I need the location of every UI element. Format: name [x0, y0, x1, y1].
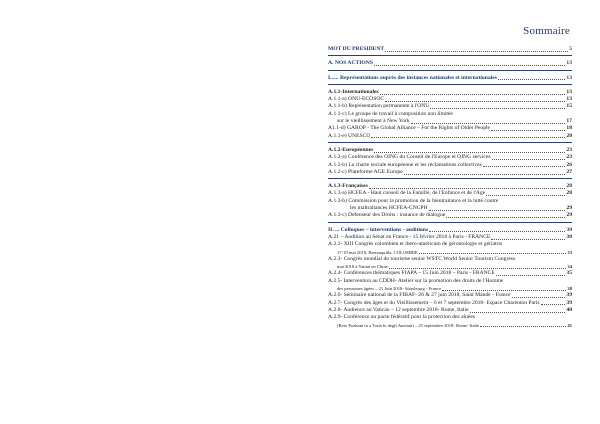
- toc-entry-title: A.2.2- XIII Congrès colombien et ibero-américain de gérontologie et gériatrie: [328, 241, 503, 248]
- toc-entry[interactable]: [328, 169, 572, 176]
- toc-entry-title: A.1.3-b) Commission pour la promotion de la bientraitance et la lutte contre: [328, 197, 499, 204]
- toc-entry[interactable]: [328, 205, 572, 212]
- toc-page-number: 5: [569, 46, 572, 52]
- dot-leader: [470, 312, 566, 313]
- dot-leader: [374, 65, 565, 66]
- toc-entry-title: des personnes âgées – 21 Juin 2018- Strasbourg - France: [337, 286, 442, 292]
- toc-entry[interactable]: [328, 292, 572, 299]
- toc-entry[interactable]: [328, 241, 572, 248]
- toc-entry[interactable]: [328, 227, 572, 234]
- toc-page-number: 18: [566, 125, 572, 132]
- toc-page-number: 13: [566, 60, 572, 67]
- toc-page-number: 30: [566, 233, 572, 240]
- toc-page-number: 17: [566, 118, 572, 125]
- toc-entry[interactable]: [328, 190, 572, 197]
- toc-entry[interactable]: [328, 234, 572, 241]
- toc-entry[interactable]: [328, 46, 572, 53]
- dot-leader: [486, 195, 565, 196]
- toc-entry-title: A.2.4- Conférences thématiques FIAPA – 15 Juin 2018 – Paris - FRANCE: [328, 270, 495, 277]
- toc-entry-title: sur le vieillissement à New York: [337, 118, 410, 125]
- toc-entry-title: A.1.3-a) HCFEA - Haut conseil de la Famille, de l'Enfance et de l'Age: [328, 190, 486, 197]
- section-divider: [328, 84, 572, 85]
- toc-entry-title: A.21 – Audition au Sénat en France - 15 février 2018 à Paris - FRANCE: [328, 233, 491, 240]
- toc-entry[interactable]: [328, 103, 572, 110]
- toc-page-number: 41: [567, 322, 572, 328]
- dot-leader: [411, 123, 566, 124]
- toc-page-number: 26: [566, 161, 572, 168]
- toc-page-number: 13: [566, 96, 572, 103]
- toc-page-number: 35: [566, 270, 572, 277]
- toc-entry-title: A.1.1-c) Le groupe de travail à composition non limitée: [328, 110, 453, 117]
- toc-entry[interactable]: [328, 89, 572, 96]
- toc-entry[interactable]: [328, 212, 572, 219]
- toc-page-number: 29: [566, 212, 572, 219]
- toc-entry-title: A. NOS ACTIONS: [328, 60, 373, 67]
- dot-leader: [498, 79, 566, 80]
- toc-entry-title: A.2.8- Audience au Vatican – 12 septembre 2018- Rome, Italie: [328, 306, 469, 313]
- section-divider: [328, 70, 572, 71]
- toc-entry[interactable]: [328, 270, 572, 277]
- toc-page-number: 39: [566, 292, 572, 299]
- page-title: Sommaire: [523, 25, 570, 37]
- toc-entry-title: A.1.1-e) UNESCO: [328, 132, 371, 139]
- toc-entry[interactable]: [328, 183, 572, 190]
- toc-entry-title: A.1.1-a) ONU-ECOSOC: [328, 96, 385, 103]
- dot-leader: [496, 275, 566, 276]
- toc-entry[interactable]: [328, 75, 572, 82]
- toc-entry[interactable]: [328, 125, 572, 132]
- toc-page-number: 13: [566, 88, 572, 95]
- dot-leader: [512, 297, 566, 298]
- toc-entry[interactable]: [328, 314, 572, 321]
- toc-entry-title: A.1.2-b) La charte sociale européenne et les réclamations collectives: [328, 161, 482, 168]
- section-divider: [328, 178, 572, 179]
- toc-entry-title: A.1.3-Françaises: [328, 183, 368, 190]
- dot-leader: [491, 130, 565, 131]
- dot-leader: [480, 326, 566, 327]
- toc-entry-title: A.1.2-c) Plateforme AGE Europe: [328, 168, 403, 175]
- toc-entry[interactable]: [328, 198, 572, 205]
- toc-entry[interactable]: [328, 307, 572, 314]
- dot-leader: [541, 304, 566, 305]
- toc-entry[interactable]: [328, 60, 572, 67]
- toc-entry-title: A.1.1-Internationales: [328, 88, 379, 95]
- toc-page-number: 33: [567, 249, 572, 255]
- section-divider: [328, 222, 572, 223]
- toc-entry-title: A.2.6- Séminaire national de la FIBAF- 26 & 27 juin 2018, Saint Mandé - France: [328, 292, 511, 299]
- toc-entry-title: A1.1-d) GAROP - The Global Alliance – For the Rights of Older People: [328, 125, 491, 132]
- toc-page-number: 39: [566, 299, 572, 306]
- toc-page-number: 23: [566, 146, 572, 153]
- dot-leader: [404, 174, 566, 175]
- dot-leader: [442, 290, 566, 291]
- toc-page-number: 28: [566, 183, 572, 190]
- toc-entry-title: (Beto Pozkam in a Torta lo degli Anziani) – 25 septembre 2018- Rome- Italie: [337, 322, 480, 328]
- toc-page-number: 15: [566, 103, 572, 110]
- toc-entry[interactable]: [328, 133, 572, 140]
- toc-page-number: 13: [566, 74, 572, 81]
- toc-entry[interactable]: [328, 300, 572, 307]
- dot-leader: [429, 210, 566, 211]
- toc-page-number: 40: [566, 306, 572, 313]
- toc-page-number: 38: [567, 286, 572, 292]
- toc-page-number: 28: [566, 190, 572, 197]
- toc-entry-title: A.2.3- Congrès mondial du tourisme senior WSTC World Senior Tourism Congress: [328, 255, 516, 262]
- toc-entry[interactable]: [328, 263, 572, 270]
- dot-leader: [385, 101, 565, 102]
- toc-page-number: 20: [566, 132, 572, 139]
- dot-leader: [385, 51, 568, 52]
- toc-entry[interactable]: [328, 322, 572, 329]
- toc-entry-title: II. ... Colloques – interventions - auditions: [328, 226, 429, 233]
- toc-page-number: 23: [566, 154, 572, 161]
- toc-entry-title: A.1.3-c) Défenseur des Droits : instance de dialogue: [328, 212, 446, 219]
- toc-entry-title: 17-19 mai 2018, Barranquilla, COLOMBIE: [337, 249, 418, 255]
- toc-entry-title: I...... Représentations auprès des instances nationales et internationales: [328, 74, 497, 81]
- toc-entry-title: MOT DU PRESIDENT: [328, 46, 385, 52]
- dot-leader: [380, 94, 566, 95]
- toc-entry-title: A.1.2-Européennes: [328, 146, 374, 153]
- toc-entry-title: A.1.2-a) Conférence des OING du Conseil de l'Europe et OING services: [328, 154, 491, 161]
- dot-leader: [419, 253, 567, 254]
- toc-entry-title: A.2.9- Conférence au pacte fédératif pour la protection des aînées: [328, 314, 476, 321]
- toc-entry[interactable]: [328, 162, 572, 169]
- dot-leader: [371, 137, 565, 138]
- toc-entry-title: les maltraitances HCFEA-CNCPH: [350, 205, 428, 212]
- table-of-contents: [328, 46, 572, 329]
- toc-page-number: 30: [566, 226, 572, 233]
- toc-page-number: 29: [566, 205, 572, 212]
- toc-page-number: 27: [566, 168, 572, 175]
- toc-entry[interactable]: [328, 285, 572, 292]
- toc-entry[interactable]: [328, 147, 572, 154]
- dot-leader: [492, 159, 566, 160]
- toc-entry[interactable]: [328, 118, 572, 125]
- section-divider: [328, 142, 572, 143]
- dot-leader: [374, 152, 565, 153]
- toc-entry[interactable]: [328, 96, 572, 103]
- toc-entry[interactable]: [328, 256, 572, 263]
- toc-entry-title: mai 2018 à Yantai en Chine: [337, 264, 388, 270]
- toc-page-number: 34: [567, 264, 572, 270]
- toc-entry-title: A.1.1-b) Représentation permanente à l'ONU: [328, 103, 430, 110]
- toc-entry-title: A.2.5- Intervention au CDDH- Atelier sur la promotion des droits de l'Homme: [328, 277, 504, 284]
- toc-entry-title: A.2.7- Congrès des âges et du Vieillissement – 6 et 7 septembre 2018- Espace Charenton Paris: [328, 299, 540, 306]
- dot-leader: [369, 188, 566, 189]
- dot-leader: [483, 166, 566, 167]
- dot-leader: [429, 231, 565, 232]
- toc-entry[interactable]: [328, 249, 572, 256]
- dot-leader: [430, 108, 565, 109]
- toc-entry[interactable]: [328, 278, 572, 285]
- dot-leader: [446, 217, 565, 218]
- toc-entry[interactable]: [328, 111, 572, 118]
- toc-entry[interactable]: [328, 154, 572, 161]
- section-divider: [328, 55, 572, 56]
- dot-leader: [491, 239, 565, 240]
- dot-leader: [389, 268, 567, 269]
